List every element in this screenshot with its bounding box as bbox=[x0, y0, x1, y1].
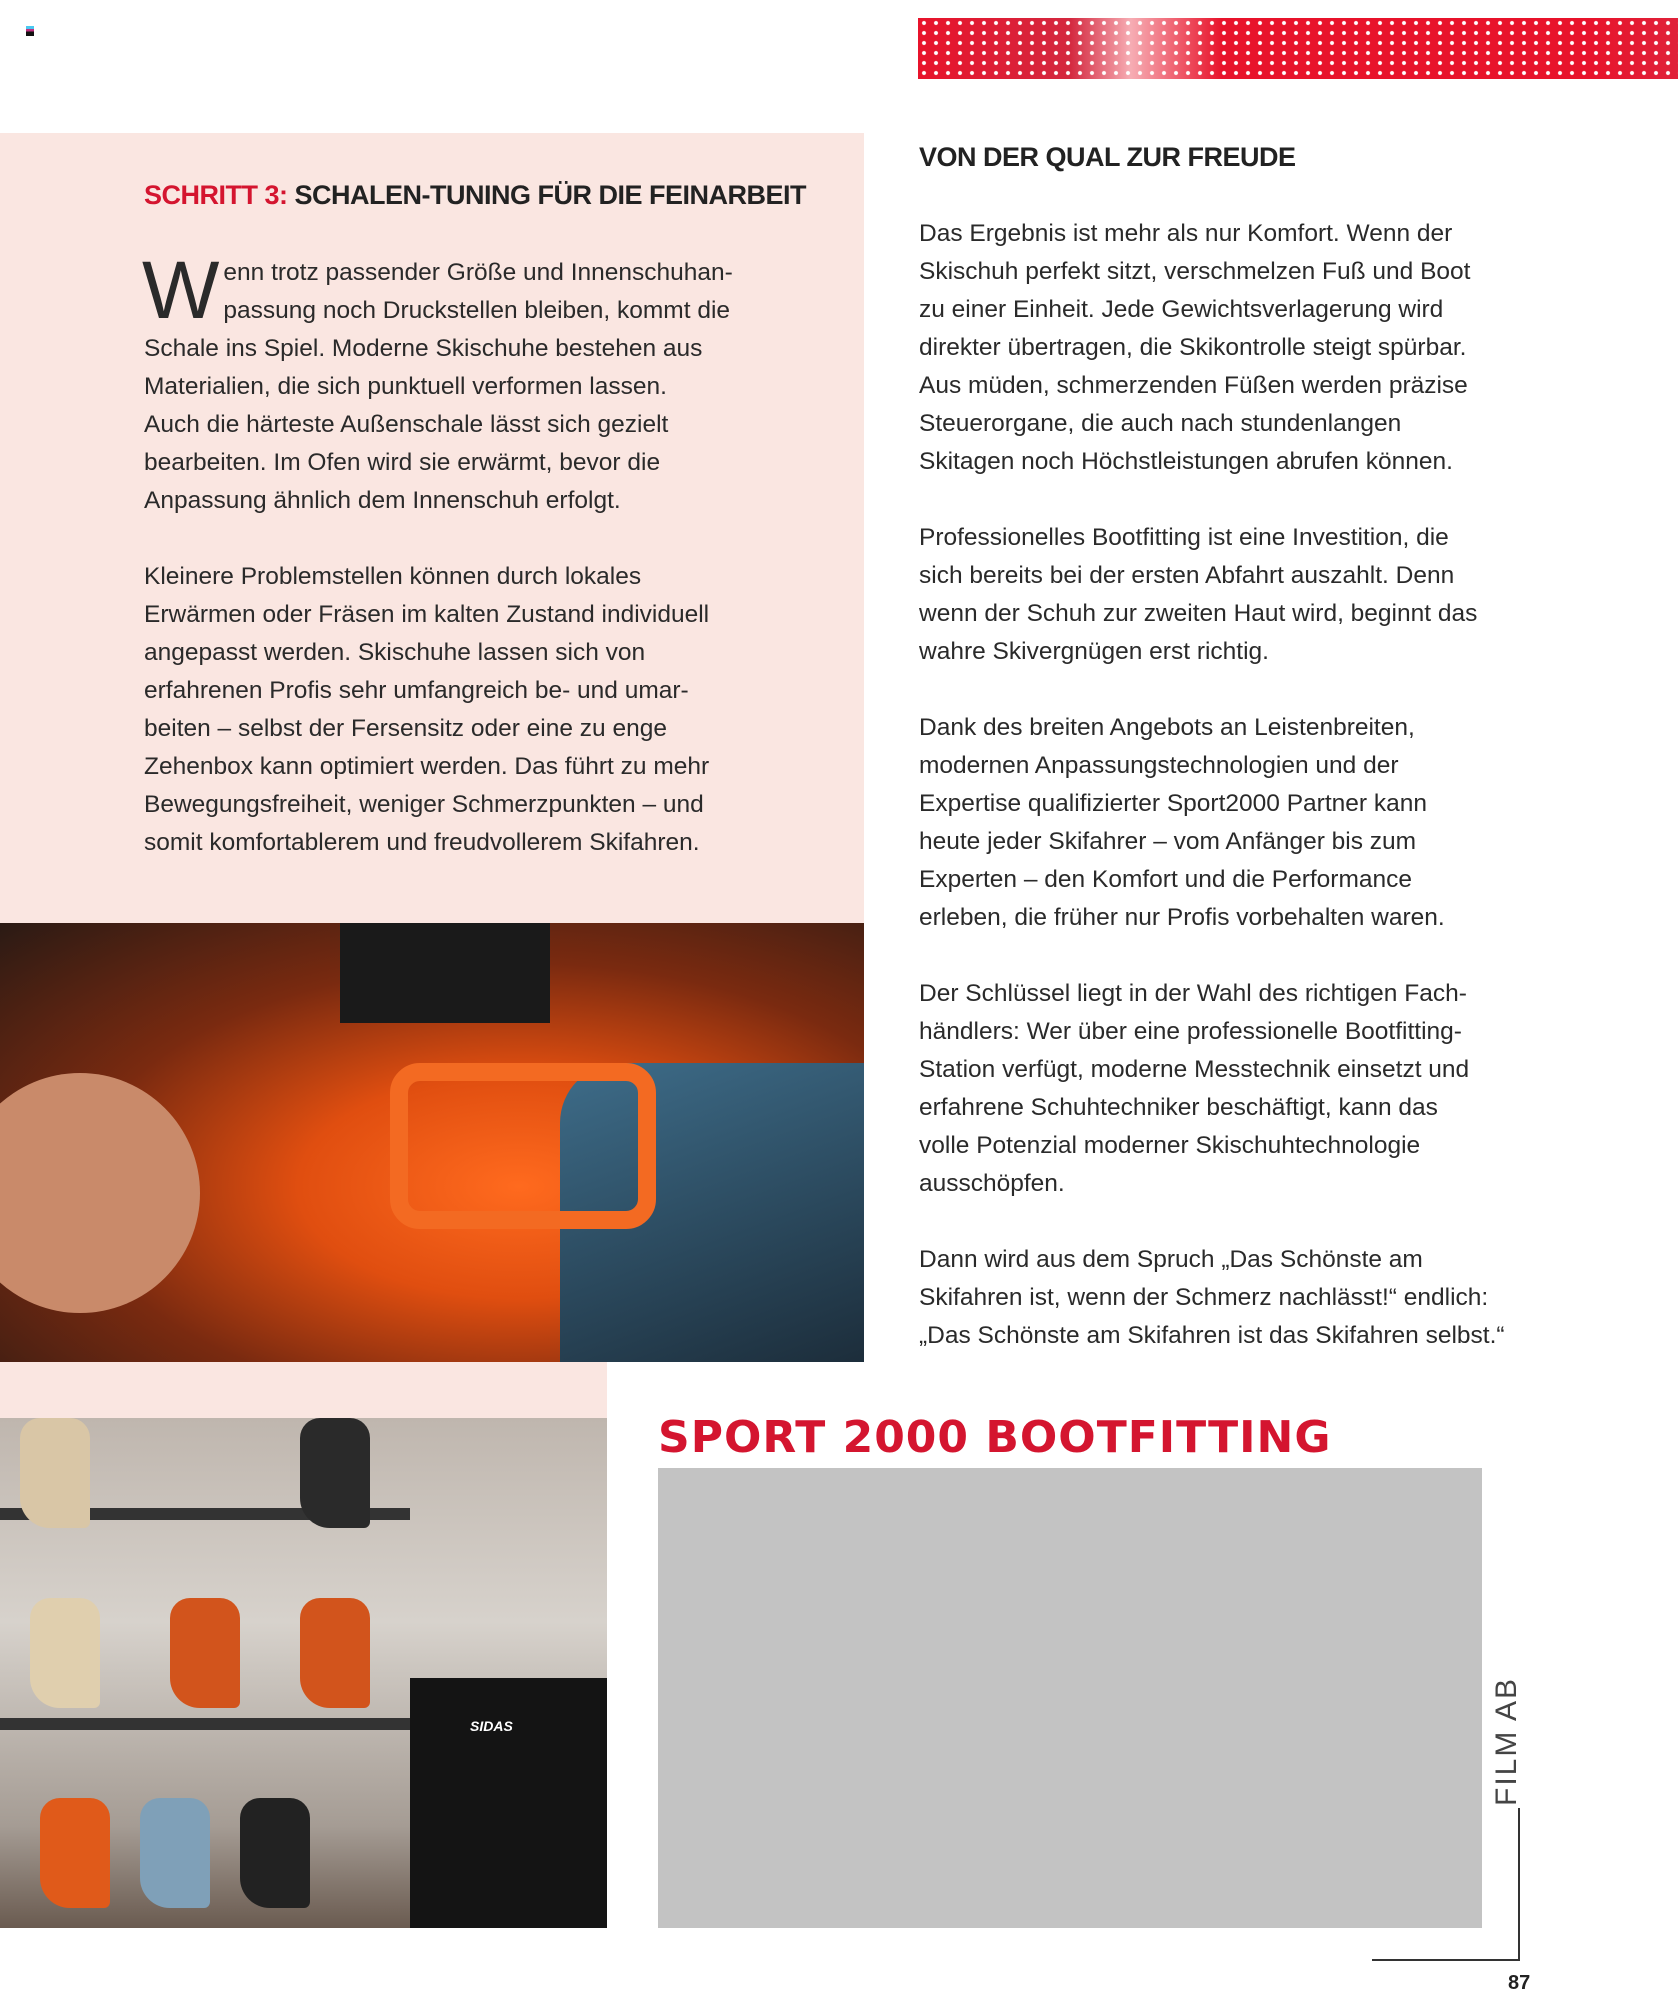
text-line: beiten – selbst der Fersensitz oder eine zu enge bbox=[144, 715, 667, 742]
text-line: Experten – den Komfort und die Performance bbox=[919, 866, 1413, 893]
boot bbox=[240, 1798, 310, 1908]
paragraph-gap bbox=[919, 481, 1505, 519]
boot bbox=[40, 1798, 110, 1908]
text-line: heute jeder Skifahrer – vom Anfänger bis zum bbox=[919, 828, 1417, 855]
right-article-column bbox=[919, 215, 1505, 1355]
text-line: Bewegungsfreiheit, weniger Schmerzpunkten – und bbox=[144, 791, 704, 818]
text-line: Anpassung ähnlich dem Innenschuh erfolgt. bbox=[144, 487, 621, 514]
text-line: Skischuh perfekt sitzt, verschmelzen Fuß und Boot bbox=[919, 258, 1471, 285]
boot bbox=[300, 1598, 370, 1708]
paragraph-gap bbox=[919, 1203, 1505, 1241]
paragraph bbox=[919, 1241, 1505, 1355]
text-line: Schale ins Spiel. Moderne Skischuhe bestehen aus bbox=[144, 335, 703, 362]
text-line: erfahrenen Profis sehr umfangreich be- und umar- bbox=[144, 677, 689, 704]
boot-wall-photo bbox=[0, 1418, 607, 1928]
press-machine bbox=[340, 923, 550, 1023]
text-line: wenn der Schuh zur zweiten Haut wird, beginnt das bbox=[919, 600, 1478, 627]
left-article-column bbox=[142, 245, 733, 862]
boot bbox=[140, 1798, 210, 1908]
film-title: SPORT 2000 BOOTFITTING bbox=[658, 1412, 1332, 1463]
paragraph bbox=[919, 975, 1505, 1203]
boot bbox=[300, 1418, 370, 1528]
drop-cap: W bbox=[142, 245, 220, 336]
text-line: somit komfortablerem und freudvollerem Skifahren. bbox=[144, 829, 700, 856]
shell-tuning-photo bbox=[0, 923, 864, 1362]
boot bbox=[30, 1598, 100, 1708]
text-line: enn trotz passender Größe und Innenschuhan- bbox=[223, 259, 733, 286]
print-registration-marks bbox=[26, 26, 34, 36]
text-line: Expertise qualifizierter Sport2000 Partner kann bbox=[919, 790, 1427, 817]
text-line: wahre Skivergnügen erst richtig. bbox=[919, 638, 1269, 665]
text-line: Professionelles Bootfitting ist eine Investition, die bbox=[919, 524, 1449, 551]
page-number: 87 bbox=[1508, 1972, 1531, 1994]
text-line: Skitagen noch Höchstleistungen abrufen können. bbox=[919, 448, 1453, 475]
paragraph-gap bbox=[919, 671, 1505, 709]
boot bbox=[170, 1598, 240, 1708]
text-line: bearbeiten. Im Ofen wird sie erwärmt, bevor die bbox=[144, 449, 661, 476]
step-title: SCHALEN-TUNING FÜR DIE FEINARBEIT bbox=[294, 180, 807, 210]
text-line: Erwärmen oder Fräsen im kalten Zustand individuell bbox=[144, 601, 710, 628]
text-line: erleben, die früher nur Profis vorbehalten waren. bbox=[919, 904, 1445, 931]
shelf bbox=[0, 1718, 410, 1730]
text-line: Steuerorgane, die auch nach stundenlangen bbox=[919, 410, 1402, 437]
text-line: passung noch Druckstellen bleiben, kommt die bbox=[223, 297, 731, 324]
text-line: erfahrene Schuhtechniker beschäftigt, kann das bbox=[919, 1094, 1438, 1121]
text-line: Dann wird aus dem Spruch „Das Schönste am bbox=[919, 1246, 1423, 1273]
text-line: Station verfügt, moderne Messtechnik einsetzt und bbox=[919, 1056, 1470, 1083]
text-line: volle Potenzial moderner Skischuhtechnologie bbox=[919, 1132, 1421, 1159]
text-line: direkter übertragen, die Skikontrolle steigt spürbar. bbox=[919, 334, 1467, 361]
text-line: angepasst werden. Skischuhe lassen sich von bbox=[144, 639, 646, 666]
sidas-display bbox=[410, 1678, 607, 1928]
divider-line bbox=[1518, 1808, 1520, 1961]
text-line: ausschöpfen. bbox=[919, 1170, 1065, 1197]
video-placeholder[interactable] bbox=[658, 1468, 1482, 1928]
text-line: zu einer Einheit. Jede Gewichtsverlagerung wird bbox=[919, 296, 1444, 323]
paragraph-gap bbox=[919, 937, 1505, 975]
pink-strip bbox=[0, 1362, 607, 1418]
text-line: Das Ergebnis ist mehr als nur Komfort. Wenn der bbox=[919, 220, 1453, 247]
text-line: „Das Schönste am Skifahren ist das Skifahren selbst.“ bbox=[919, 1322, 1505, 1349]
text-line: Auch die härteste Außenschale lässt sich gezielt bbox=[144, 411, 669, 438]
sidas-logo: SIDAS bbox=[470, 1718, 513, 1734]
text-line: Skifahren ist, wenn der Schmerz nachlässt!“ endlich: bbox=[919, 1284, 1489, 1311]
boot bbox=[20, 1418, 90, 1528]
paragraph bbox=[919, 215, 1505, 481]
right-heading: VON DER QUAL ZUR FREUDE bbox=[919, 142, 1296, 172]
text-line: händlers: Wer über eine professionelle Bootfitting- bbox=[919, 1018, 1462, 1045]
paragraph bbox=[919, 709, 1505, 937]
paragraph bbox=[919, 519, 1505, 671]
paragraph-gap bbox=[144, 520, 709, 558]
text-line: modernen Anpassungstechnologien und der bbox=[919, 752, 1399, 779]
halftone-red-banner bbox=[918, 18, 1678, 79]
text-line: sich bereits bei der ersten Abfahrt auszahlt. Denn bbox=[919, 562, 1455, 589]
divider-line bbox=[1372, 1959, 1520, 1961]
hand bbox=[0, 1073, 200, 1313]
orange-clamp bbox=[390, 1063, 656, 1229]
text-line: Aus müden, schmerzenden Füßen werden präzise bbox=[919, 372, 1468, 399]
step-3-heading bbox=[144, 180, 806, 211]
step-label: SCHRITT 3: bbox=[144, 180, 288, 210]
text-line: Dank des breiten Angebots an Leistenbreiten, bbox=[919, 714, 1415, 741]
text-line: Kleinere Problemstellen können durch lokales bbox=[144, 563, 642, 590]
paragraph bbox=[142, 245, 733, 520]
text-line: Zehenbox kann optimiert werden. Das führt zu mehr bbox=[144, 753, 710, 780]
text-line: Der Schlüssel liegt in der Wahl des richtigen Fach- bbox=[919, 980, 1467, 1007]
film-ab-label: FILM AB bbox=[1490, 1676, 1523, 1806]
text-line: Materialien, die sich punktuell verformen lassen. bbox=[144, 373, 667, 400]
paragraph bbox=[144, 558, 709, 862]
